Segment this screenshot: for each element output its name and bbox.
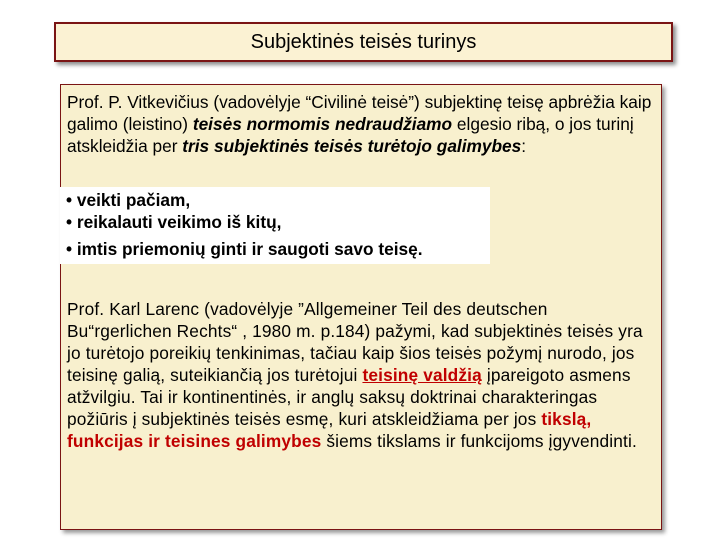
paragraph-vitkevicius (67, 91, 657, 157)
bullet-item: • reikalauti veikimo iš kitų, (66, 212, 282, 232)
text: : (521, 136, 527, 156)
text: šiems tikslams ir funkcijoms įgyvendinti. (321, 431, 637, 451)
emphasis-text: tris subjektinės teisės turėtojo galimybes (182, 136, 522, 156)
bullet-item: • veikti pačiam, (66, 190, 191, 210)
text: Prof. P. Vitkevičius (vadovėlyje “Civilinė teisė”) subjektinę teisę apbrėžia kaip galimo (leistino) (67, 92, 652, 134)
highlight-text: tikslą, funkcijas ir teisines galimybes (67, 409, 592, 451)
bullet-list (60, 187, 490, 264)
bullet-item: • imtis priemonių ginti ir saugoti savo teisę. (66, 239, 423, 259)
text: elgesio ribą, o jos turinį atskleidžia per (67, 114, 634, 156)
text: Prof. Karl Larenc (vadovėlyje ”Allgemeiner Teil des deutschen Bu“rgerlichen Rechts“ , 1980 m. p.184) pažymi, kad subjektinės teisės yra jo turėtojo poreikių tenkinimas, tačiau kaip šios teisės požymį nurodo, jos teisinę galią, suteikiančią jos turėtojui (67, 299, 643, 385)
emphasis-text: teisės normomis nedraudžiamo (192, 114, 453, 134)
text: įpareigoto asmens atžvilgiu. Tai ir kontinentinės, ir anglų saksų doktrinai charakteringas požiūris į subjektinės teisės esmę, kuri atskleidžiama per jos (67, 365, 631, 429)
paragraph-larenc (67, 298, 657, 452)
slide-title: Subjektinės teisės turinys (250, 30, 477, 53)
highlight-text: teisinę valdžią (362, 365, 482, 385)
slide-title-box (54, 22, 673, 62)
